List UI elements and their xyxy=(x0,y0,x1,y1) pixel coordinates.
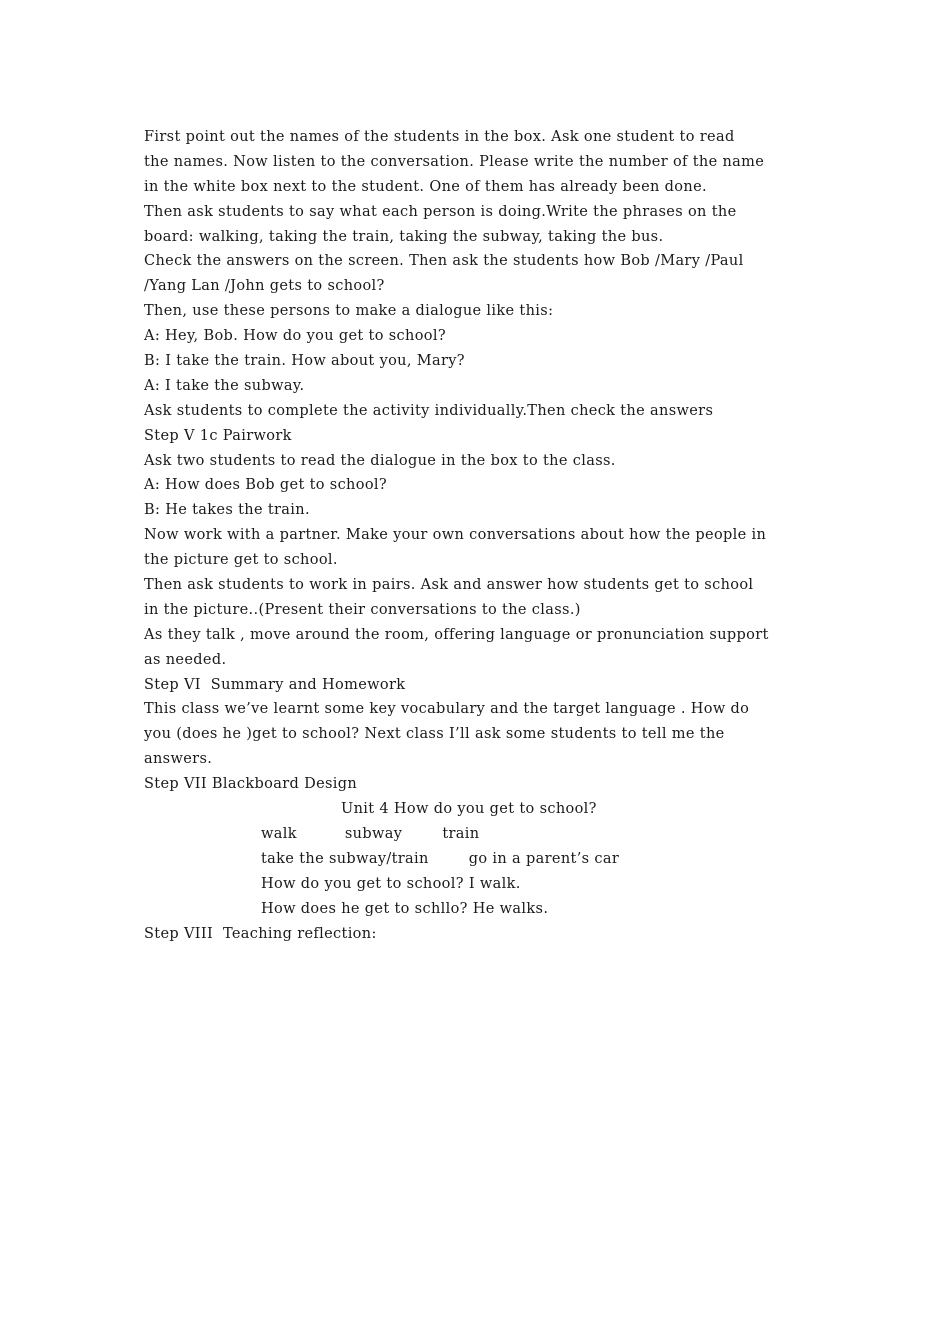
text-line: in the white box next to the student. One of them has already been done. xyxy=(144,178,707,195)
text-line: /Yang Lan /John gets to school? xyxy=(144,278,385,295)
text-line: Then, use these persons to make a dialogue like this: xyxy=(144,303,554,320)
blackboard-words xyxy=(144,822,824,847)
blackboard-word: train xyxy=(442,825,480,842)
text-line: the picture get to school. xyxy=(144,552,338,569)
blackboard-title: Unit 4 How do you get to school? xyxy=(341,801,597,818)
dialogue-line: B: He takes the train. xyxy=(144,502,310,519)
lesson-plan-text xyxy=(144,125,824,946)
text-line: answers. xyxy=(144,751,213,768)
text-line: Ask students to complete the activity individually.Then check the answers xyxy=(144,402,714,419)
text-line: This class we’ve learnt some key vocabulary and the target language . How do xyxy=(144,701,750,718)
blackboard-phrase: take the subway/train xyxy=(261,850,429,867)
text-line: First point out the names of the students in the box. Ask one student to read xyxy=(144,129,735,145)
blackboard-word: walk xyxy=(261,825,297,842)
blackboard-phrase: go in a parent’s car xyxy=(468,850,620,867)
text-line: Then ask students to work in pairs. Ask and answer how students get to school xyxy=(144,577,754,594)
text-line: board: walking, taking the train, taking the subway, taking the bus. xyxy=(144,228,664,245)
text-line: the names. Now listen to the conversation. Please write the number of the name xyxy=(144,153,765,170)
text-line: As they talk , move around the room, offering language or pronunciation support xyxy=(144,626,769,643)
dialogue-line: A: Hey, Bob. How do you get to school? xyxy=(144,328,446,345)
step-heading: Step VII Blackboard Design xyxy=(144,776,358,793)
blackboard-sentence: How do you get to school? I walk. xyxy=(261,875,521,892)
dialogue-line: A: How does Bob get to school? xyxy=(144,477,388,494)
blackboard-phrases xyxy=(144,847,824,872)
text-line: Check the answers on the screen. Then ask the students how Bob /Mary /Paul xyxy=(144,253,744,270)
blackboard-word: subway xyxy=(344,825,403,842)
text-line: Ask two students to read the dialogue in the box to the class. xyxy=(144,452,616,469)
step-heading: Step V 1c Pairwork xyxy=(144,427,292,444)
dialogue-line: A: I take the subway. xyxy=(144,377,305,394)
text-line: as needed. xyxy=(144,651,227,668)
text-line: Now work with a partner. Make your own conversations about how the people in xyxy=(144,527,767,544)
step-heading: Step VI Summary and Homework xyxy=(144,676,406,693)
text-line: in the picture..(Present their conversations to the class.) xyxy=(144,601,581,618)
dialogue-line: B: I take the train. How about you, Mary? xyxy=(144,353,465,370)
text-line: you (does he )get to school? Next class I’ll ask some students to tell me the xyxy=(144,726,725,743)
blackboard-sentence: How does he get to schllo? He walks. xyxy=(261,900,549,917)
step-heading: Step VIII Teaching reflection: xyxy=(144,925,377,942)
text-line: Then ask students to say what each person is doing.Write the phrases on the xyxy=(144,203,737,220)
